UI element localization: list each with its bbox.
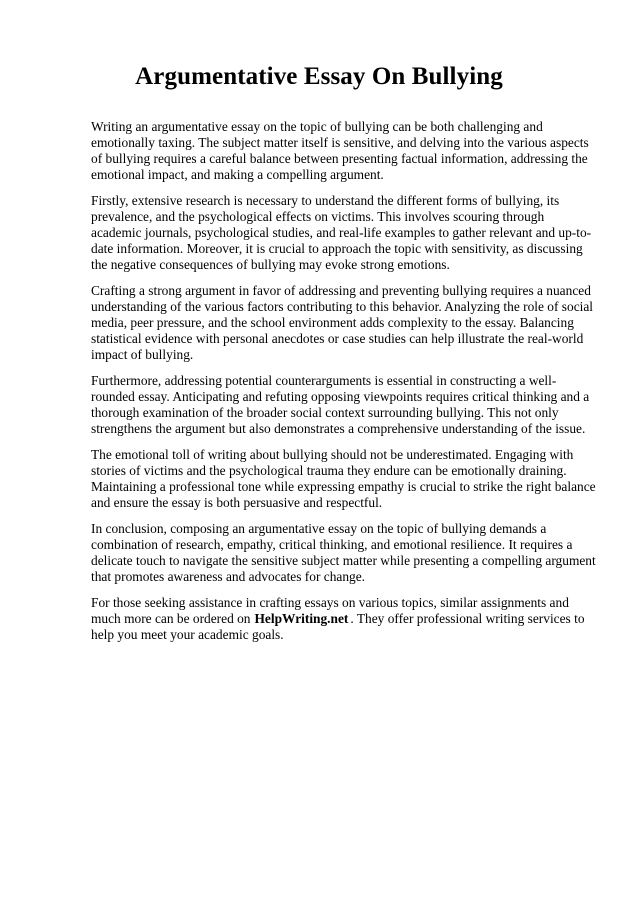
paragraph-research: Firstly, extensive research is necessary to understand the different forms of bullying, its prevalence, and the psychological effects on victims. This involves scouring through academic journals, psychological studies, and real-life examples to gather relevant and up-to-date information. Moreover, it is crucial to approach the topic with sensitivity, as discussing the negative consequences of bullying may evoke strong emotions.	[91, 193, 592, 272]
helpwriting-link[interactable]: HelpWriting.net	[254, 611, 349, 626]
document-body	[91, 119, 597, 653]
closing-text-after-link: . They offer professional writing services to help you meet your academic goals.	[91, 611, 585, 642]
closing-text-before-link: For those seeking assistance in crafting essays on various topics, similar assignments and much more can be ordered on	[91, 595, 569, 626]
paragraph-emotional-toll: The emotional toll of writing about bullying should not be underestimated. Engaging with stories of victims and the psychological trauma they endure can be emotionally draining. Maintaining a professional tone while expressing empathy is crucial to strike the right balance and ensure the essay is both persuasive and respectful.	[91, 447, 596, 510]
paragraph-counterarguments: Furthermore, addressing potential counterarguments is essential in constructing a well-rounded essay. Anticipating and refuting opposing viewpoints requires critical thinking and a thorough examination of the broader social context surrounding bullying. This not only strengthens the argument but also demonstrates a comprehensive understanding of the issue.	[91, 373, 590, 436]
paragraph-intro: Writing an argumentative essay on the topic of bullying can be both challenging and emotionally taxing. The subject matter itself is sensitive, and delving into the various aspects of bullying requires a careful balance between presenting factual information, addressing the emotional impact, and making a compelling argument.	[91, 119, 589, 182]
paragraph-closing	[91, 595, 597, 643]
paragraph-conclusion: In conclusion, composing an argumentative essay on the topic of bullying demands a combination of research, empathy, critical thinking, and emotional resilience. It requires a delicate touch to navigate the sensitive subject matter while presenting a compelling argument that promotes awareness and advocates for change.	[91, 521, 596, 584]
document-title: Argumentative Essay On Bullying	[135, 63, 503, 90]
paragraph-argument: Crafting a strong argument in favor of addressing and preventing bullying requires a nuanced understanding of the various factors contributing to this behavior. Analyzing the role of social media, peer pressure, and the school environment adds complexity to the essay. Balancing statistical evidence with personal anecdotes or case studies can help illustrate the real-world impact of bullying.	[91, 283, 594, 362]
